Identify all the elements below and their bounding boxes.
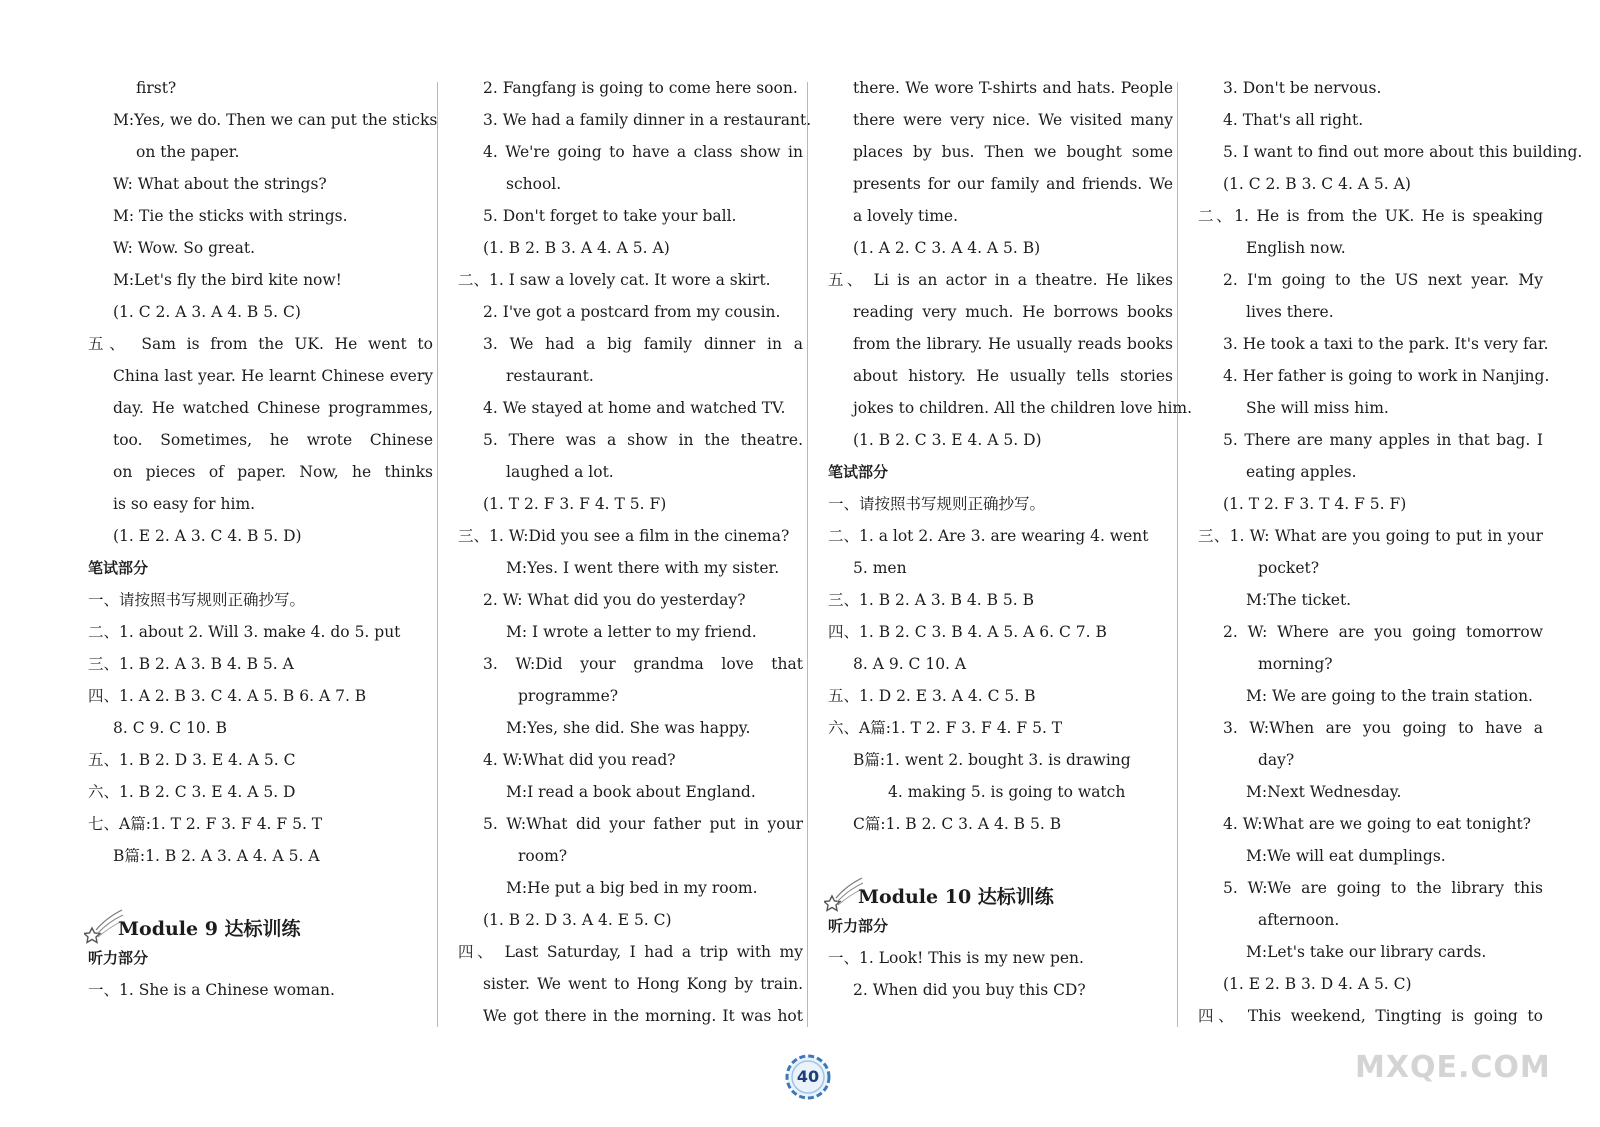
answer-line: M: I wrote a letter to my friend. [506,623,757,641]
answer-line: 一、请按照书写规则正确抄写。 [828,495,1046,513]
column-divider-3 [1177,82,1178,1027]
answer-line: M:Let's take our library cards. [1246,943,1487,961]
answer-line: (1. A 2. C 3. A 4. A 5. B) [853,239,1041,257]
answer-line: 五、1. D 2. E 3. A 4. C 5. B [828,687,1036,705]
answer-line: 二、1. about 2. Will 3. make 4. do 5. put [88,623,401,641]
answer-line: 七、A篇:1. T 2. F 3. F 4. F 5. T [88,815,323,833]
answer-line: 5. W:What did your father put in your [483,815,803,833]
answer-line: 三、1. W:Did you see a film in the cinema? [458,527,790,545]
module-title: Module 10 达标训练 [858,886,1054,908]
section-heading: 听力部分 [828,917,889,935]
answer-line: pocket? [1258,559,1320,577]
answer-line: 四、 This weekend, Tingting is going to [1198,1007,1543,1025]
answer-line: 2. I'm going to the US next year. My [1223,271,1543,289]
section-heading: 听力部分 [88,949,149,967]
answer-line: 六、A篇:1. T 2. F 3. F 4. F 5. T [828,719,1063,737]
answer-line: a lovely time. [853,207,959,225]
answer-line: 3. He took a taxi to the park. It's very far. [1223,335,1549,353]
answer-line: (1. E 2. B 3. D 4. A 5. C) [1223,975,1412,993]
answer-line: M:Yes, she did. She was happy. [506,719,751,737]
answer-line: there. We wore T-shirts and hats. People [853,79,1173,97]
answer-line: 8. A 9. C 10. A [853,655,967,673]
page-number: 40 [796,1067,820,1086]
answer-line: 5. men [853,559,907,577]
column-divider-1 [437,82,438,1027]
answer-line: 四、1. A 2. B 3. C 4. A 5. B 6. A 7. B [88,687,367,705]
answer-line: 五、1. B 2. D 3. E 4. A 5. C [88,751,296,769]
section-heading: 笔试部分 [828,463,889,481]
answer-line: 3. We had a big family dinner in a [483,335,803,353]
answer-line: M:Let's fly the bird kite now! [113,271,342,289]
answer-line: is so easy for him. [113,495,256,513]
answer-line: laughed a lot. [506,463,614,481]
answer-line: M:The ticket. [1246,591,1352,609]
answer-line: lives there. [1246,303,1334,321]
answer-line: 4. W:What did you read? [483,751,676,769]
answer-line: M:Yes. I went there with my sister. [506,559,780,577]
answer-line: B篇:1. B 2. A 3. A 4. A 5. A [113,847,320,865]
answer-line: 二、1. He is from the UK. He is speaking [1198,207,1543,225]
answer-line: 4. That's all right. [1223,111,1364,129]
answer-line: 4. making 5. is going to watch [888,783,1126,801]
answer-line: 3. W:When are you going to have a [1223,719,1543,737]
answer-line: (1. T 2. F 3. T 4. F 5. F) [1223,495,1407,513]
answer-line: jokes to children. All the children love him. [853,399,1193,417]
answer-line: day? [1258,751,1295,769]
answer-line: 5. Don't forget to take your ball. [483,207,737,225]
answer-line: 三、1. B 2. A 3. B 4. B 5. B [828,591,1035,609]
answer-line: (1. C 2. B 3. C 4. A 5. A) [1223,175,1411,193]
answer-line: English now. [1246,239,1346,257]
answer-line: day. He watched Chinese programmes, [113,399,433,417]
answer-line: 8. C 9. C 10. B [113,719,227,737]
answer-line: China last year. He learnt Chinese every [113,367,433,385]
answer-line: 二、1. I saw a lovely cat. It wore a skirt. [458,271,771,289]
answer-line: 四、1. B 2. C 3. B 4. A 5. A 6. C 7. B [828,623,1107,641]
answer-line: 一、1. She is a Chinese woman. [88,981,335,999]
answer-line: reading very much. He borrows books [853,303,1173,321]
answer-line: C篇:1. B 2. C 3. A 4. B 5. B [853,815,1062,833]
answer-line: M: We are going to the train station. [1246,687,1533,705]
answer-line: M:He put a big bed in my room. [506,879,758,897]
answer-line: M:We will eat dumplings. [1246,847,1446,865]
answer-line: B篇:1. went 2. bought 3. is drawing [853,751,1131,769]
answer-line: 4. We're going to have a class show in [483,143,803,161]
answer-line: (1. B 2. C 3. E 4. A 5. D) [853,431,1042,449]
answer-line: M:I read a book about England. [506,783,756,801]
answer-line: M: Tie the sticks with strings. [113,207,348,225]
answer-line: 5. I want to find out more about this building. [1223,143,1583,161]
section-heading: 笔试部分 [88,559,149,577]
answer-line: W: Wow. So great. [113,239,256,257]
answer-line: too. Sometimes, he wrote Chinese [113,431,433,449]
answer-line: 3. W:Did your grandma love that [483,655,803,673]
answer-line: room? [518,847,568,865]
answer-line: 5. There are many apples in that bag. I [1223,431,1543,449]
answer-line: 2. W: What did you do yesterday? [483,591,746,609]
answer-line: 五、 Sam is from the UK. He went to [88,335,433,353]
answer-line: there were very nice. We visited many [853,111,1173,129]
answer-line: presents for our family and friends. We [853,175,1173,193]
answer-line: 4. We stayed at home and watched TV. [483,399,786,417]
answer-line: first? [136,79,177,97]
answer-line: 2. When did you buy this CD? [853,981,1086,999]
answer-line: eating apples. [1246,463,1357,481]
answer-line: places by bus. Then we bought some [853,143,1173,161]
answer-line: 3. Don't be nervous. [1223,79,1382,97]
answer-line: about history. He usually tells stories [853,367,1173,385]
answer-line: school. [506,175,562,193]
column-divider-2 [807,82,808,1027]
answer-line: 四、 Last Saturday, I had a trip with my [458,943,803,961]
answer-line: M:Next Wednesday. [1246,783,1402,801]
answer-line: from the library. He usually reads books [853,335,1173,353]
answer-line: restaurant. [506,367,594,385]
answer-line: She will miss him. [1246,399,1389,417]
answer-line: 3. We had a family dinner in a restaurant. [483,111,812,129]
answer-line: (1. E 2. A 3. C 4. B 5. D) [113,527,302,545]
answer-line: W: What about the strings? [113,175,327,193]
answer-line: (1. T 2. F 3. F 4. T 5. F) [483,495,667,513]
answer-line: 一、请按照书写规则正确抄写。 [88,591,306,609]
answer-line: (1. B 2. B 3. A 4. A 5. A) [483,239,670,257]
answer-line: M:Yes, we do. Then we can put the sticks [113,111,438,129]
answer-line: morning? [1258,655,1333,673]
answer-line: 一、1. Look! This is my new pen. [828,949,1084,967]
answer-line: 2. W: Where are you going tomorrow [1223,623,1543,641]
answer-line: 2. Fangfang is going to come here soon. [483,79,798,97]
answer-line: 5. There was a show in the theatre. [483,431,803,449]
answer-line: afternoon. [1258,911,1340,929]
answer-line: 5. W:We are going to the library this [1223,879,1543,897]
answer-line: 二、1. a lot 2. Are 3. are wearing 4. went [828,527,1149,545]
answer-line: sister. We went to Hong Kong by train. [483,975,803,993]
answer-line: programme? [518,687,619,705]
watermark-text: MXQE.COM [1355,1050,1551,1085]
answer-line: 2. I've got a postcard from my cousin. [483,303,781,321]
answer-line: 4. Her father is going to work in Nanjing. [1223,367,1550,385]
answer-line: 三、1. W: What are you going to put in your [1198,527,1543,545]
page-number-badge [783,1052,833,1102]
answer-line: 五、 Li is an actor in a theatre. He likes [828,271,1173,289]
answer-line: on the paper. [136,143,240,161]
answer-line: We got there in the morning. It was hot [483,1007,803,1025]
answer-line: 六、1. B 2. C 3. E 4. A 5. D [88,783,296,801]
answer-line: on pieces of paper. Now, he thinks [113,463,433,481]
answer-line: 4. W:What are we going to eat tonight? [1223,815,1531,833]
answer-line: (1. B 2. D 3. A 4. E 5. C) [483,911,672,929]
answer-line: (1. C 2. A 3. A 4. B 5. C) [113,303,301,321]
answer-line: 三、1. B 2. A 3. B 4. B 5. A [88,655,294,673]
module-title: Module 9 达标训练 [118,918,301,940]
